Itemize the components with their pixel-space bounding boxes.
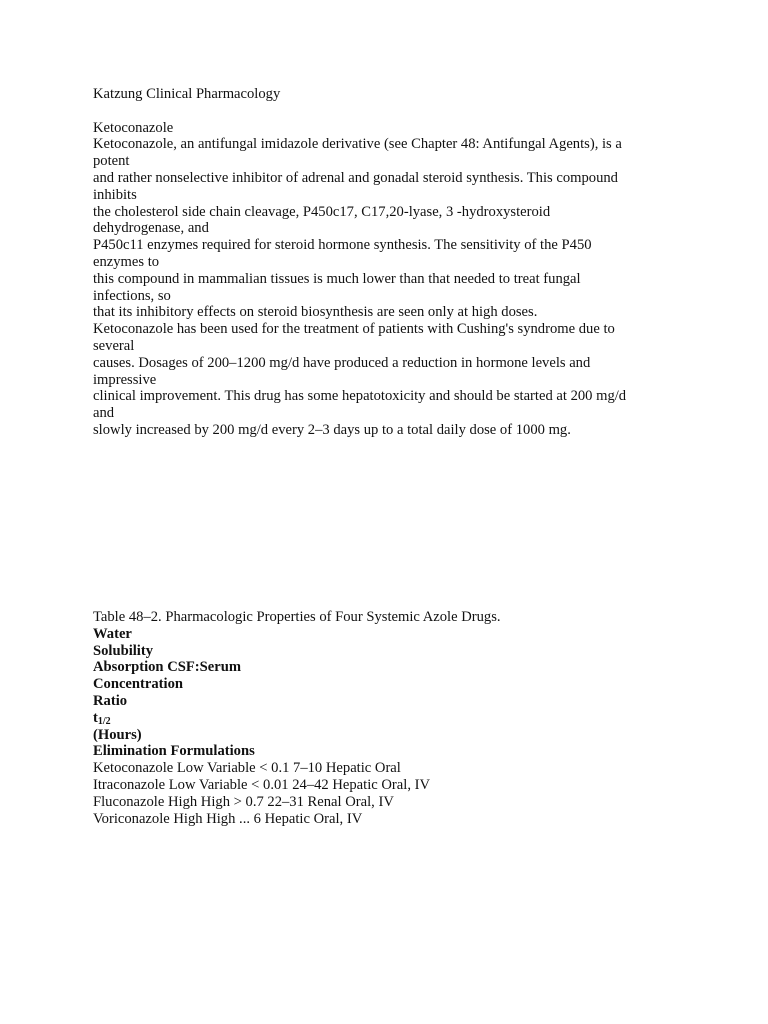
table-header-line: (Hours) [93, 726, 142, 743]
body-line: dehydrogenase, and [93, 220, 209, 237]
body-line: Ketoconazole has been used for the treatment of patients with Cushing's syndrome due to [93, 321, 615, 338]
body-line: and rather nonselective inhibitor of adrenal and gonadal steroid synthesis. This compound [93, 169, 618, 186]
source-title: Katzung Clinical Pharmacology [93, 86, 281, 102]
half-life-subscript: 1/2 [97, 715, 111, 727]
table-caption: Table 48–2. Pharmacologic Properties of Four Systemic Azole Drugs. [93, 609, 501, 625]
body-line: infections, so [93, 287, 171, 304]
body-line: that its inhibitory effects on steroid biosynthesis are seen only at high doses. [93, 304, 538, 321]
table-row: Fluconazole High High > 0.7 22–31 Renal Oral, IV [93, 793, 394, 810]
body-line: potent [93, 153, 130, 170]
table-row: Voriconazole High High ... 6 Hepatic Oral, IV [93, 810, 363, 827]
table-header-line: Elimination Formulations [93, 743, 255, 760]
section-heading: Ketoconazole [93, 119, 174, 136]
table-header-line: Concentration [93, 676, 183, 693]
table-header-half-life [93, 710, 733, 727]
table-row: Ketoconazole Low Variable < 0.1 7–10 Hepatic Oral [93, 760, 401, 777]
body-line: this compound in mammalian tissues is much lower than that needed to treat fungal [93, 270, 581, 287]
body-line: slowly increased by 200 mg/d every 2–3 days up to a total daily dose of 1000 mg. [93, 421, 571, 438]
body-line: the cholesterol side chain cleavage, P450c17, C17,20-lyase, 3 -hydroxysteroid [93, 203, 551, 220]
body-line: P450c11 enzymes required for steroid hormone synthesis. The sensitivity of the P450 [93, 237, 592, 254]
body-line: several [93, 337, 135, 354]
half-life-symbol: t [93, 709, 98, 726]
body-line: Ketoconazole, an antifungal imidazole derivative (see Chapter 48: Antifungal Agents), is a [93, 136, 622, 153]
table-header-line: Water [93, 625, 132, 642]
table-row: Itraconazole Low Variable < 0.01 24–42 Hepatic Oral, IV [93, 776, 431, 793]
body-line: impressive [93, 371, 157, 388]
table-header-line: Absorption CSF:Serum [93, 659, 241, 676]
body-line: inhibits [93, 186, 137, 203]
blank-line [93, 103, 733, 120]
table-header-line: Solubility [93, 642, 154, 659]
body-line: and [93, 405, 115, 422]
azole-table [93, 609, 733, 827]
body-line: clinical improvement. This drug has some hepatotoxicity and should be started at 200 mg/d [93, 388, 627, 405]
body-line: enzymes to [93, 253, 160, 270]
body-line: causes. Dosages of 200–1200 mg/d have produced a reduction in hormone levels and [93, 354, 591, 371]
document-body [93, 86, 733, 439]
table-header-line: Ratio [93, 692, 128, 709]
